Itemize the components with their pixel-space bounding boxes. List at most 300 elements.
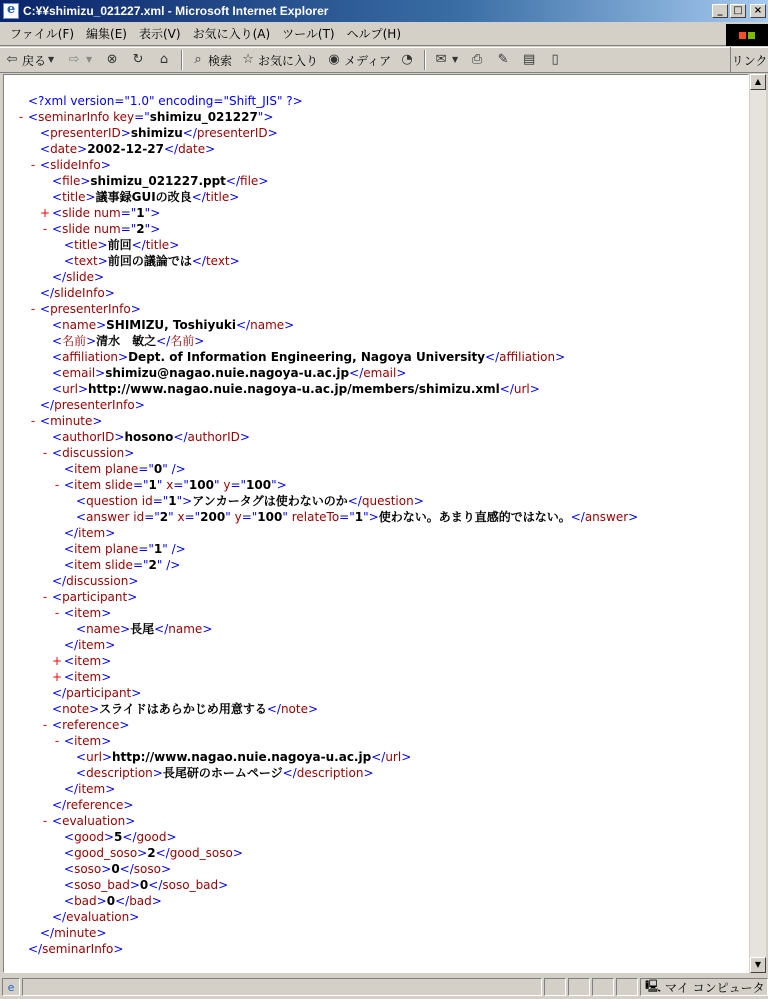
xml-markup: > xyxy=(97,254,108,268)
xml-tag-name: title xyxy=(74,238,98,252)
xml-tag-name: bad xyxy=(74,894,97,908)
xml-markup: > xyxy=(307,702,319,716)
xml-markup: < xyxy=(52,366,63,380)
xml-tag-name: participant xyxy=(62,590,128,604)
xml-tag-name: question xyxy=(361,494,414,508)
xml-markup: > xyxy=(529,382,540,396)
xml-tag-name: answer xyxy=(86,510,130,524)
xml-markup: </ xyxy=(52,910,67,924)
xml-line xyxy=(4,909,748,925)
xml-markup: " xyxy=(144,222,151,236)
collapse-toggle[interactable]: - xyxy=(30,302,36,316)
xml-attr-value: 1 xyxy=(153,542,163,556)
xml-attr-value: 1 xyxy=(136,206,145,220)
xml-attr-value: 200 xyxy=(200,510,226,524)
xml-markup: > xyxy=(169,238,180,252)
xml-markup: </ xyxy=(485,350,500,364)
xml-markup: > xyxy=(401,750,412,764)
history-button[interactable] xyxy=(395,49,421,71)
xml-line xyxy=(4,141,748,157)
xml-node xyxy=(76,509,638,525)
xml-line xyxy=(4,877,748,893)
collapse-toggle[interactable]: - xyxy=(30,158,36,172)
xml-text-value: 5 xyxy=(114,830,123,844)
security-zone xyxy=(640,978,768,996)
xml-line xyxy=(4,477,748,493)
xml-tag-name: name xyxy=(86,622,121,636)
xml-markup: < xyxy=(64,462,75,476)
collapse-toggle[interactable]: - xyxy=(18,110,24,124)
xml-line xyxy=(4,413,748,429)
xml-markup: > xyxy=(555,350,566,364)
minimize-button[interactable]: _ xyxy=(712,4,728,18)
xml-markup: </ xyxy=(131,238,146,252)
collapse-toggle[interactable]: - xyxy=(54,734,60,748)
xml-markup: > xyxy=(101,734,112,748)
xml-markup: > xyxy=(101,670,112,684)
xml-tag-name: slideInfo xyxy=(54,286,105,300)
xml-node xyxy=(52,717,129,733)
xml-node xyxy=(40,125,278,141)
xml-line xyxy=(4,765,748,781)
xml-markup: < xyxy=(76,766,87,780)
xml-markup: < xyxy=(64,478,75,492)
xml-attr-name: x xyxy=(166,478,174,492)
search-button[interactable] xyxy=(186,49,236,71)
xml-node xyxy=(52,189,239,205)
xml-attr-value: 0 xyxy=(153,462,163,476)
media-label: メディア xyxy=(344,53,392,68)
xml-markup: < xyxy=(52,318,63,332)
toolbar xyxy=(0,47,768,73)
xml-markup: > xyxy=(118,350,129,364)
xml-tag-name: item xyxy=(74,462,102,476)
home-button[interactable] xyxy=(152,49,178,71)
xml-node xyxy=(52,365,406,381)
xml-node xyxy=(28,941,123,957)
xml-tag-name: question xyxy=(86,494,138,508)
xml-tag-name: description xyxy=(296,766,364,780)
xml-line xyxy=(4,557,748,573)
xml-markup: > xyxy=(232,846,243,860)
xml-markup: > xyxy=(85,190,96,204)
toolbar-separator xyxy=(424,50,426,70)
collapse-toggle[interactable]: - xyxy=(42,590,48,604)
xml-tag-name: note xyxy=(62,702,90,716)
xml-tag-name: authorID xyxy=(187,430,240,444)
xml-declaration: <?xml version="1.0" encoding="Shift_JIS" ?> xyxy=(28,94,303,108)
xml-tag-name: email xyxy=(363,366,397,380)
xml-line xyxy=(4,189,748,205)
xml-markup: " xyxy=(363,510,369,524)
xml-node xyxy=(64,653,111,669)
xml-markup: > xyxy=(284,318,295,332)
xml-markup: </ xyxy=(154,622,169,636)
xml-markup: </ xyxy=(371,750,386,764)
xml-line xyxy=(4,749,748,765)
xml-text-value: 前回の議論では xyxy=(107,254,192,268)
xml-tag-name: title xyxy=(145,238,170,252)
xml-markup: </ xyxy=(236,318,251,332)
xml-text-value: Dept. of Information Engineering, Nagoya University xyxy=(128,350,486,364)
xml-markup: </ xyxy=(156,334,171,348)
xml-line xyxy=(4,461,748,477)
menu-favorites[interactable]: お気に入り(A) xyxy=(192,27,271,41)
print-button[interactable] xyxy=(465,49,491,71)
xml-markup: </ xyxy=(182,126,197,140)
xml-line xyxy=(4,253,748,269)
page-icon: e xyxy=(7,980,15,994)
xml-markup: " xyxy=(168,510,174,524)
xml-text-value: hosono xyxy=(124,430,174,444)
xml-attr-value: 2 xyxy=(136,222,145,236)
xml-markup: < xyxy=(28,110,39,124)
xml-line xyxy=(4,893,748,909)
xml-markup: " xyxy=(156,558,163,572)
toolbar-separator xyxy=(181,50,183,70)
xml-tag-name: email xyxy=(62,366,96,380)
xml-markup: < xyxy=(52,190,63,204)
xml-attr-name: plane xyxy=(105,542,139,556)
collapse-toggle[interactable]: - xyxy=(42,446,48,460)
xml-markup: =" xyxy=(120,222,137,236)
xml-markup: > xyxy=(137,846,148,860)
xml-node xyxy=(52,429,250,445)
xml-markup: > xyxy=(124,446,135,460)
collapse-toggle[interactable]: - xyxy=(54,478,60,492)
xml-attr-value: 2 xyxy=(159,510,169,524)
xml-tag-name: minute xyxy=(50,414,93,428)
xml-node xyxy=(64,669,111,685)
xml-markup: > xyxy=(89,702,100,716)
maximize-button[interactable]: □ xyxy=(730,4,746,18)
xml-line xyxy=(4,797,748,813)
vertical-scrollbar[interactable] xyxy=(749,74,766,973)
xml-markup: < xyxy=(52,174,63,188)
xml-markup: " xyxy=(156,478,163,492)
xml-markup: > xyxy=(77,382,88,396)
menu-tools[interactable]: ツール(T) xyxy=(282,27,335,41)
xml-markup: > xyxy=(128,574,139,588)
xml-node xyxy=(64,605,111,621)
xml-node xyxy=(64,461,186,477)
xml-line xyxy=(4,173,748,189)
xml-tag-name: url xyxy=(86,750,102,764)
xml-markup: > xyxy=(150,206,161,220)
chevron-down-icon[interactable]: ▼ xyxy=(47,55,55,64)
expand-toggle[interactable]: + xyxy=(52,670,63,684)
xml-line xyxy=(4,93,748,109)
xml-markup: " xyxy=(282,510,288,524)
xml-node xyxy=(52,813,135,829)
xml-node xyxy=(40,157,111,173)
xml-attr-name: slide xyxy=(105,558,133,572)
xml-markup: < xyxy=(64,654,75,668)
xml-tag-name: date xyxy=(50,142,78,156)
search-icon: ⌕ xyxy=(194,52,202,67)
xml-markup: =" xyxy=(152,494,169,508)
xml-node xyxy=(64,525,115,541)
xml-line xyxy=(4,685,748,701)
xml-tag-name: item xyxy=(74,734,102,748)
expand-toggle[interactable]: + xyxy=(52,654,63,668)
back-label: 戻る xyxy=(22,53,47,68)
xml-node xyxy=(64,733,111,749)
xml-line xyxy=(4,589,748,605)
xml-markup: > xyxy=(263,110,274,124)
xml-node xyxy=(64,829,177,845)
menu-help[interactable]: ヘルプ(H) xyxy=(346,27,401,41)
xml-markup: =" xyxy=(138,542,154,556)
xml-markup: =" xyxy=(120,206,137,220)
xml-tag-name: authorID xyxy=(62,430,115,444)
collapse-toggle[interactable]: - xyxy=(54,606,60,620)
xml-markup: </ xyxy=(52,270,67,284)
xml-attr-value: 2 xyxy=(148,558,157,572)
xml-markup: < xyxy=(64,734,75,748)
xml-attr-value: 100 xyxy=(188,478,214,492)
xml-text-value: http://www.nagao.nuie.nagoya-u.ac.jp xyxy=(112,750,372,764)
xml-markup: > xyxy=(205,142,216,156)
xml-attr-value: 100 xyxy=(257,510,283,524)
xml-attr-name: key xyxy=(113,110,135,124)
xml-markup: > xyxy=(368,510,379,524)
xml-tag-name: item xyxy=(74,558,102,572)
xml-tag-name: presenterInfo xyxy=(54,398,135,412)
favorites-button[interactable] xyxy=(236,49,322,71)
status-cell xyxy=(568,978,590,996)
xml-markup: /> xyxy=(167,462,186,476)
xml-markup: < xyxy=(40,142,51,156)
xml-line xyxy=(4,781,748,797)
xml-tag-name: 名前 xyxy=(62,334,87,348)
xml-line xyxy=(4,525,748,541)
collapse-toggle[interactable]: - xyxy=(42,222,48,236)
messenger-button[interactable] xyxy=(543,49,569,71)
xml-line xyxy=(4,445,748,461)
forward-button[interactable] xyxy=(62,49,100,71)
forward-arrow-icon: ⇨ xyxy=(68,52,80,67)
xml-markup: > xyxy=(229,254,240,268)
xml-markup: > xyxy=(150,222,161,236)
xml-markup: > xyxy=(86,334,97,348)
xml-markup: < xyxy=(40,302,51,316)
home-icon: ⌂ xyxy=(159,52,169,67)
back-arrow-icon: ⇦ xyxy=(6,52,18,67)
scroll-up-button[interactable]: ▲ xyxy=(750,74,766,90)
xml-markup: </ xyxy=(155,846,170,860)
xml-node xyxy=(64,845,243,861)
close-button[interactable]: × xyxy=(750,4,766,18)
xml-markup: < xyxy=(64,558,75,572)
xml-markup: " xyxy=(213,478,220,492)
refresh-button[interactable] xyxy=(126,49,152,71)
xml-line xyxy=(4,829,748,845)
chevron-down-icon[interactable]: ▼ xyxy=(85,55,93,64)
xml-tag-name: slide xyxy=(62,222,90,236)
xml-markup: < xyxy=(64,606,75,620)
xml-line xyxy=(4,157,748,173)
xml-markup: < xyxy=(52,446,63,460)
xml-markup: > xyxy=(194,334,205,348)
chevron-down-icon[interactable]: ▼ xyxy=(452,55,459,64)
xml-markup: > xyxy=(96,894,107,908)
xml-tag-name: item xyxy=(74,542,102,556)
xml-node xyxy=(64,237,179,253)
xml-line xyxy=(4,541,748,557)
xml-attr-value: 1 xyxy=(148,478,157,492)
scroll-down-button[interactable]: ▼ xyxy=(750,957,766,973)
computer-icon: 🖳 xyxy=(645,978,662,993)
xml-tag-name: url xyxy=(62,382,78,396)
xml-markup: " xyxy=(162,542,168,556)
xml-node xyxy=(64,893,162,909)
xml-markup: < xyxy=(76,510,87,524)
xml-tag-name: presenterID xyxy=(196,126,268,140)
xml-markup: </ xyxy=(64,526,79,540)
xml-text-value: 長尾研のホームページ xyxy=(162,766,283,780)
menu-file[interactable]: ファイル(F) xyxy=(10,27,75,41)
xml-tag-name: soso_bad xyxy=(162,878,219,892)
xml-tag-name: slideInfo xyxy=(50,158,101,172)
xml-line xyxy=(4,925,748,941)
xml-markup: < xyxy=(52,718,63,732)
xml-tag-name: title xyxy=(205,190,230,204)
xml-tag-name: item xyxy=(78,526,106,540)
xml-markup: < xyxy=(52,206,63,220)
menu-edit[interactable]: 編集(E) xyxy=(86,27,127,41)
xml-markup: > xyxy=(202,622,213,636)
xml-node xyxy=(28,93,303,109)
xml-node xyxy=(64,541,186,557)
status-text-cell xyxy=(22,978,542,996)
xml-attr-name: num xyxy=(93,222,121,236)
xml-tag-name: item xyxy=(74,478,102,492)
xml-text-value: 議事録GUIの改良 xyxy=(95,190,192,204)
xml-markup: > xyxy=(105,526,116,540)
xml-markup: </ xyxy=(163,142,179,156)
xml-tag-name: seminarInfo xyxy=(42,942,114,956)
xml-text-value: 長尾 xyxy=(130,622,155,636)
xml-markup: > xyxy=(105,782,116,796)
xml-markup: > xyxy=(120,126,131,140)
xml-node xyxy=(64,637,115,653)
media-button[interactable] xyxy=(322,49,395,71)
xml-markup: > xyxy=(129,910,140,924)
xml-markup: > xyxy=(80,174,91,188)
xml-node xyxy=(52,333,204,349)
xml-attr-name: id xyxy=(141,494,153,508)
xml-line xyxy=(4,717,748,733)
xml-node xyxy=(40,413,102,429)
links-button[interactable]: リンク xyxy=(730,47,768,73)
mail-button[interactable] xyxy=(429,49,465,71)
discuss-button[interactable] xyxy=(517,49,543,71)
xml-markup: =" xyxy=(241,510,258,524)
xml-line xyxy=(4,397,748,413)
xml-markup: </ xyxy=(52,574,67,588)
xml-line xyxy=(4,381,748,397)
edit-button[interactable] xyxy=(491,49,517,71)
status-cell xyxy=(544,978,566,996)
xml-node xyxy=(64,861,171,877)
xml-attr-value: 1 xyxy=(354,510,364,524)
xml-markup: </ xyxy=(191,190,206,204)
zone-label: マイ コンピュータ xyxy=(665,980,765,995)
xml-tag-name: evaluation xyxy=(66,910,130,924)
xml-tag-name: bad xyxy=(129,894,152,908)
xml-text-value: SHIMIZU, Toshiyuki xyxy=(106,318,236,332)
xml-tag-name: reference xyxy=(66,798,124,812)
xml-tag-name: good xyxy=(74,830,104,844)
xml-markup: > xyxy=(94,270,105,284)
xml-line xyxy=(4,845,748,861)
xml-line xyxy=(4,317,748,333)
xml-tag-name: item xyxy=(74,670,102,684)
xml-markup: > xyxy=(127,590,138,604)
xml-markup: < xyxy=(52,814,63,828)
xml-node xyxy=(52,381,540,397)
xml-markup: < xyxy=(64,542,75,556)
xml-markup: > xyxy=(95,366,106,380)
discuss-icon: ▤ xyxy=(522,52,536,67)
xml-markup: </ xyxy=(173,430,188,444)
refresh-icon: ↻ xyxy=(132,52,144,67)
xml-markup: > xyxy=(100,158,111,172)
xml-line xyxy=(4,125,748,141)
xml-tag-name: soso xyxy=(133,862,161,876)
collapse-toggle[interactable]: - xyxy=(42,718,48,732)
collapse-toggle[interactable]: - xyxy=(42,814,48,828)
xml-node xyxy=(52,269,104,285)
xml-markup: > xyxy=(628,510,639,524)
xml-node xyxy=(52,445,134,461)
xml-attr-value: 1 xyxy=(168,494,177,508)
xml-attr-name: plane xyxy=(105,462,139,476)
xml-tag-name: name xyxy=(250,318,285,332)
stop-button[interactable] xyxy=(100,49,126,71)
xml-tag-name: good xyxy=(136,830,167,844)
expand-toggle[interactable]: + xyxy=(40,206,51,220)
xml-node xyxy=(76,765,374,781)
xml-markup: </ xyxy=(266,702,281,716)
xml-attr-name: slide xyxy=(105,478,133,492)
xml-tag-name: name xyxy=(168,622,203,636)
collapse-toggle[interactable]: - xyxy=(30,414,36,428)
xml-node xyxy=(52,797,133,813)
xml-attr-name: y xyxy=(234,510,242,524)
ie-icon xyxy=(3,3,19,19)
xml-text-value: 0 xyxy=(139,878,149,892)
xml-line xyxy=(4,349,748,365)
xml-markup: > xyxy=(130,302,141,316)
xml-node xyxy=(52,221,160,237)
xml-line xyxy=(4,509,748,525)
xml-line xyxy=(4,301,748,317)
xml-markup: > xyxy=(182,494,193,508)
xml-tag-name: discussion xyxy=(66,574,129,588)
xml-markup: </ xyxy=(52,798,67,812)
xml-markup: " xyxy=(225,510,231,524)
menu-view[interactable]: 表示(V) xyxy=(138,27,181,41)
xml-line xyxy=(4,109,748,125)
back-button[interactable] xyxy=(0,49,62,71)
xml-markup: =" xyxy=(230,478,247,492)
xml-node xyxy=(76,621,212,637)
xml-markup: " xyxy=(271,478,277,492)
xml-tag-name: soso_bad xyxy=(74,878,130,892)
xml-line xyxy=(4,941,748,957)
